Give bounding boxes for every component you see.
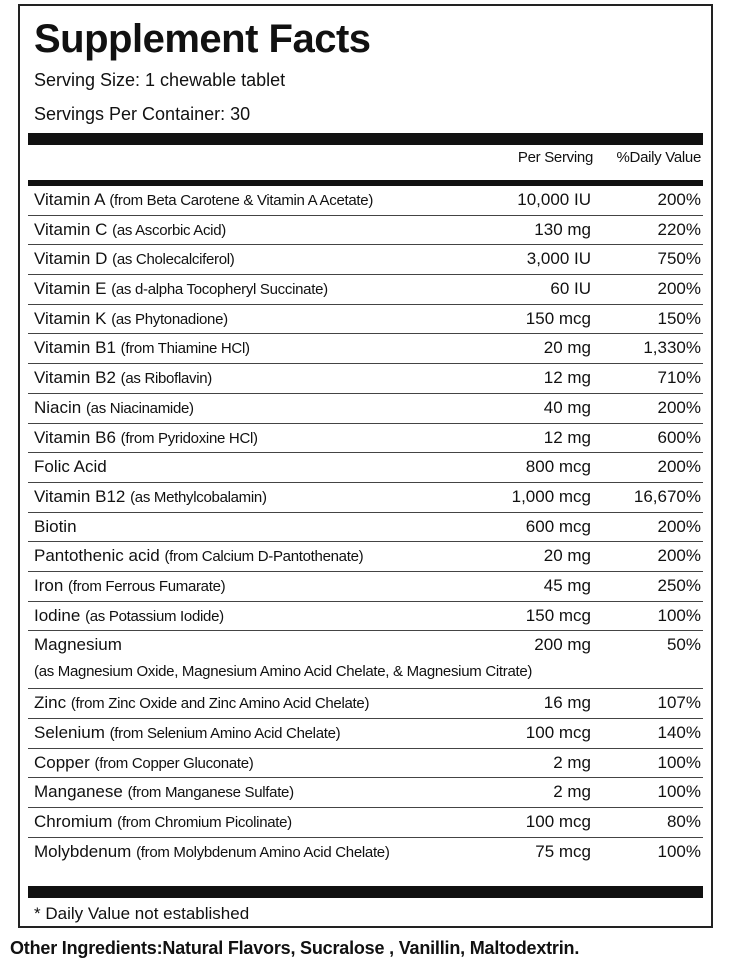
nutrient-amount: 100 mcg [525, 812, 591, 832]
nutrient-daily-value: 200% [657, 397, 701, 417]
supplement-facts-panel [18, 4, 713, 928]
table-row [28, 572, 703, 602]
servings-per-container: Servings Per Container: 30 [34, 104, 251, 124]
nutrient-daily-value: 140% [657, 723, 701, 742]
nutrient-daily-value: 200% [657, 546, 701, 566]
table-row [28, 631, 703, 689]
nutrient-daily-value: 710% [657, 368, 701, 388]
nutrient-amount: 12 mg [543, 368, 591, 388]
table-row [28, 689, 703, 719]
column-header-per-serving: Per Serving [517, 149, 593, 166]
table-row [28, 424, 703, 454]
table-row [28, 453, 703, 483]
nutrient-source: (from Ferrous Fumarate) [68, 577, 226, 595]
table-row [28, 364, 703, 394]
table-row [28, 394, 703, 424]
nutrient-label: Chromium [34, 812, 113, 832]
nutrient-daily-value: 750% [657, 249, 701, 269]
nutrient-daily-value: 250% [657, 575, 701, 595]
table-row [28, 483, 703, 513]
nutrient-amount: 800 mcg [525, 457, 591, 477]
nutrient-amount: 45 mg [543, 575, 591, 595]
nutrient-name [34, 723, 340, 743]
top-divider [28, 133, 703, 145]
nutrient-amount: 3,000 IU [526, 249, 591, 269]
table-row [28, 275, 703, 305]
nutrient-amount: 16 mg [543, 693, 591, 713]
nutrient-label: Iodine [34, 605, 81, 625]
nutrient-name [34, 309, 228, 329]
nutrient-label: Magnesium [34, 635, 122, 655]
nutrient-daily-value: 50% [666, 635, 701, 655]
nutrient-name [34, 576, 225, 596]
bottom-divider [28, 886, 703, 898]
table-row [28, 305, 703, 335]
nutrient-amount: 40 mg [543, 397, 591, 417]
nutrient-amount: 200 mg [534, 635, 591, 655]
table-row [28, 808, 703, 838]
nutrient-source: (as Cholecalciferol) [112, 251, 235, 269]
nutrient-label: Molybdenum [34, 841, 132, 861]
nutrient-source: (as Niacinamide) [85, 399, 194, 417]
nutrient-daily-value: 600% [657, 427, 701, 447]
nutrient-amount: 150 mcg [525, 605, 591, 625]
nutrient-label: Vitamin E [34, 279, 107, 299]
nutrient-daily-value: 100% [657, 752, 701, 772]
table-row [28, 719, 703, 749]
nutrient-name [34, 220, 226, 240]
nutrient-label: Niacin [34, 397, 82, 417]
nutrient-source: (from Chromium Picolinate) [117, 814, 292, 832]
nutrient-amount: 100 mcg [525, 723, 591, 742]
nutrient-daily-value: 80% [666, 812, 701, 832]
nutrient-label: Zinc [34, 693, 67, 713]
nutrient-source: (from Pyridoxine HCl) [120, 429, 258, 447]
nutrient-source: (as d-alpha Tocopheryl Succinate) [111, 281, 328, 299]
nutrient-source: (from Manganese Sulfate) [127, 784, 294, 802]
table-row [28, 186, 703, 216]
footnote: * Daily Value not established [34, 904, 250, 923]
nutrient-name [34, 606, 224, 626]
nutrient-amount: 130 mg [534, 219, 591, 239]
nutrient-label: Biotin [34, 516, 77, 536]
nutrient-name [34, 782, 294, 802]
nutrient-name [34, 338, 250, 358]
nutrient-daily-value: 150% [657, 308, 701, 328]
nutrient-label: Vitamin B6 [34, 427, 116, 447]
nutrient-daily-value: 1,330% [643, 338, 701, 358]
nutrient-label: Vitamin C [34, 219, 108, 239]
nutrient-amount: 1,000 mcg [511, 486, 591, 506]
nutrient-source: (as Magnesium Oxide, Magnesium Amino Acid Chelate, & Magnesium Citrate) [34, 663, 533, 681]
nutrient-amount: 20 mg [543, 338, 591, 358]
nutrient-name [34, 457, 107, 477]
nutrient-source: (as Potassium Iodide) [85, 607, 224, 625]
table-row [28, 542, 703, 572]
panel-title: Supplement Facts [34, 17, 371, 61]
nutrient-daily-value: 200% [657, 190, 701, 209]
nutrient-source: (from Selenium Amino Acid Chelate) [109, 725, 341, 742]
column-header-daily-value: %Daily Value [616, 149, 701, 166]
nutrient-amount: 600 mcg [525, 516, 591, 536]
nutrient-name [34, 753, 254, 773]
nutrient-daily-value: 100% [657, 605, 701, 625]
nutrient-source: (from Thiamine HCl) [120, 340, 250, 358]
other-ingredients: Other Ingredients:Natural Flavors, Sucralose , Vanillin, Maltodextrin. [10, 938, 580, 958]
nutrient-label: Copper [34, 752, 90, 772]
nutrient-amount: 150 mcg [525, 308, 591, 328]
nutrient-label: Vitamin B2 [34, 368, 116, 388]
nutrient-name [34, 693, 369, 713]
nutrient-amount: 75 mcg [535, 841, 591, 861]
nutrient-daily-value: 200% [657, 457, 701, 477]
nutrient-name [34, 398, 194, 418]
serving-size: Serving Size: 1 chewable tablet [34, 70, 286, 90]
nutrient-source: (as Riboflavin) [120, 370, 213, 388]
nutrient-source: (as Ascorbic Acid) [112, 221, 226, 239]
table-row [28, 749, 703, 779]
nutrient-amount: 2 mg [553, 782, 591, 802]
nutrient-label: Folic Acid [34, 457, 107, 477]
nutrient-source: (from Beta Carotene & Vitamin A Acetate) [109, 192, 374, 209]
nutrient-daily-value: 200% [657, 279, 701, 299]
nutrient-daily-value: 100% [657, 782, 701, 802]
nutrient-name [34, 812, 292, 832]
nutrient-daily-value: 107% [657, 693, 701, 713]
nutrient-amount: 2 mg [553, 752, 591, 772]
nutrient-amount: 12 mg [543, 427, 591, 447]
nutrient-label: Vitamin K [34, 308, 107, 328]
nutrient-daily-value: 16,670% [633, 486, 701, 506]
nutrient-name [34, 428, 258, 448]
nutrient-name [34, 546, 363, 566]
nutrient-source: (from Calcium D-Pantothenate) [164, 548, 364, 566]
table-row [28, 602, 703, 632]
nutrient-label: Manganese [34, 782, 123, 802]
nutrient-amount: 20 mg [543, 546, 591, 566]
nutrient-label: Selenium [34, 723, 105, 742]
nutrient-source: (as Methylcobalamin) [130, 488, 267, 506]
table-row [28, 216, 703, 246]
nutrient-name [34, 279, 328, 299]
nutrient-daily-value: 200% [657, 516, 701, 536]
nutrient-name [34, 249, 235, 269]
nutrient-label: Vitamin B1 [34, 338, 116, 358]
table-row [28, 513, 703, 543]
table-row [28, 334, 703, 364]
table-row [28, 778, 703, 808]
table-row [28, 245, 703, 275]
nutrient-source: (from Copper Gluconate) [94, 754, 254, 772]
nutrient-name [34, 517, 77, 537]
nutrient-daily-value: 100% [657, 841, 701, 861]
nutrient-table [28, 186, 703, 867]
nutrient-label: Vitamin B12 [34, 486, 126, 506]
nutrient-source: (as Phytonadione) [111, 310, 228, 328]
nutrient-daily-value: 220% [657, 219, 701, 239]
table-row [28, 838, 703, 868]
nutrient-label: Iron [34, 575, 64, 595]
nutrient-name [34, 635, 122, 655]
nutrient-name [34, 190, 373, 210]
nutrient-name [34, 487, 267, 507]
nutrient-label: Vitamin D [34, 249, 108, 269]
nutrient-source: (from Zinc Oxide and Zinc Amino Acid Chelate) [70, 695, 370, 713]
nutrient-name [34, 842, 390, 862]
nutrient-amount: 10,000 IU [517, 190, 591, 209]
nutrient-label: Vitamin A [34, 190, 105, 209]
nutrient-source: (from Molybdenum Amino Acid Chelate) [136, 843, 390, 861]
nutrient-name [34, 368, 212, 388]
nutrient-label: Pantothenic acid [34, 546, 160, 566]
nutrient-amount: 60 IU [550, 279, 591, 299]
